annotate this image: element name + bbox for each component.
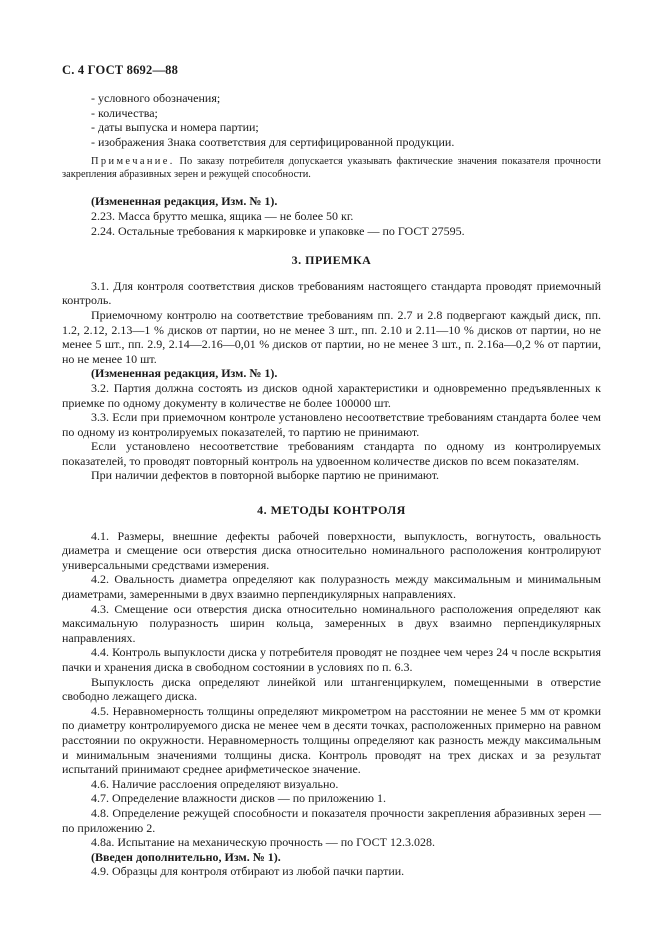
clause-4-9: 4.9. Образцы для контроля отбирают из любой пачки партии. [91,864,405,879]
clause-4-7: 4.7. Определение влажности дисков — по приложению 1. [91,791,386,806]
clause-3-3-text: Если установлено несоответствие требованиям стандарта по одному из контролируемых показателей, то проводят повторный контроль на удвоенном количестве дисков по всем показателям. [62,439,601,468]
amendment-note: (Введен дополнительно, Изм. № 1). [91,849,281,864]
list-item: - даты выпуска и номера партии; [91,120,259,135]
note-label: Примечание. [91,156,175,168]
clause-3-1-text: Приемочному контролю на соответствие требованиям пп. 2.7 и 2.8 подвергают каждый диск, пп. 1.2, 2.12, 2.13—1 % дисков от партии, но не менее 3 шт., пп. 2.10 и 2.11—10 % дисков от партии, но не менее 5 шт., пп. 2.9, 2.14—2.16—0,01 % дисков от партии, но не менее 3 шт., п. 2.16а—0,2 % от партии, но не менее 10 шт. [62,307,601,366]
amendment-note: (Измененная редакция, Изм. № 1). [91,194,278,209]
clause-4-2: 4.2. Овальность диаметра определяют как полуразность между максимальным и минимальным диаметрами, замеренными в двух взаимно перпендикулярных направлениях. [62,572,601,602]
list-item: - изображения Знака соответствия для сертифицированной продукции. [91,134,455,149]
clause-3-3: 3.3. Если при приемочном контроле установлено несоответствие требованиям стандарта более чем по одному из контролируемых показателей, то партию не принимают. [62,410,601,439]
clause-4-3: 4.3. Смещение оси отверстия диска относительно номинального расположения определяют как максимальную полуразность ширин кольца, замеренных в двух взаимно перпендикулярных направлениях. [62,601,601,645]
page-content [62,91,601,879]
clause-4-1: 4.1. Размеры, внешние дефекты рабочей поверхности, выпуклость, вогнутость, овальность диаметра и смещение оси отверстия диска относительно номинального расположения контролируют универсальными средствами измерения. [62,528,601,572]
clause-4-8a: 4.8а. Испытание на механическую прочность — по ГОСТ 12.3.028. [91,835,435,850]
note-text: По заказу потребителя допускается указывать фактические значения показателя прочности закрепления абразивных зерен и режущей способности. [62,156,601,181]
page-header: С. 4 ГОСТ 8692—88 [62,63,179,77]
clause-4-6: 4.6. Наличие расслоения определяют визуально. [91,776,339,791]
clause-2-23: 2.23. Масса брутто мешка, ящика — не более 50 кг. [91,208,354,223]
list-item: - условного обозначения; [91,91,221,105]
clause-4-4: 4.4. Контроль выпуклости диска у потребителя проводят не позднее чем через 24 ч после вскрытия пачки и хранения диска в свободном состоянии в условиях по п. 6.3. [62,645,601,674]
clause-3-3-text-2: При наличии дефектов в повторной выборке партию не принимают. [91,468,440,483]
clause-4-5: 4.5. Неравномерность толщины определяют микрометром на расстоянии не менее 5 мм от кромки по диаметру контролируемого диска не менее чем в десяти точках, расположенных примерно на равном расстоянии по окружности. Неравномерность толщины определяют как разность между максимальным и минимальным значениями толщины диска. Контроль проводят на трех дисках и за результат испытаний принимают среднее арифметическое значение. [62,703,601,777]
amendment-note: (Измененная редакция, Изм. № 1). [91,366,278,381]
clause-4-8: 4.8. Определение режущей способности и показателя прочности закрепления абразивных зерен — по приложению 2. [62,805,601,835]
clause-3-2: 3.2. Партия должна состоять из дисков одной характеристики и одновременно предъявленных к приемке по одному документу в количестве не более 100000 шт. [62,380,601,410]
section-4-title: 4. МЕТОДЫ КОНТРОЛЯ [257,503,406,518]
list-item: - количества; [91,105,158,120]
clause-2-24: 2.24. Остальные требования к маркировке и упаковке — по ГОСТ 27595. [91,223,465,238]
clause-3-1: 3.1. Для контроля соответствия дисков требованиям настоящего стандарта проводят приемочный контроль. [62,278,601,308]
note [62,155,601,181]
section-3-title: 3. ПРИЕМКА [291,253,372,268]
clause-4-4-text: Выпуклость диска определяют линейкой или штангенциркулем, помещенными в отверстие свободно лежащего диска. [62,674,601,704]
